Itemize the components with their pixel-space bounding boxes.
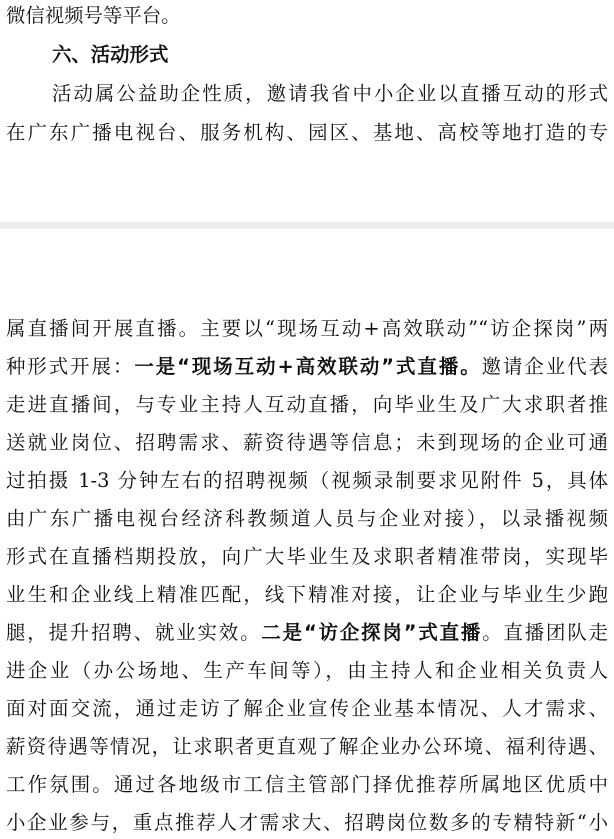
bold-text-run: 二是“访企探岗”式直播 <box>261 621 483 644</box>
section-heading: 六、活动形式 <box>52 43 169 66</box>
paragraph-line: 属直播间开展直播。主要以“现场互动+高效联动”“访企探岗”两 <box>6 317 608 340</box>
paragraph-line: 在广东广播电视台、服务机构、园区、基地、高校等地打造的专 <box>6 121 608 144</box>
paragraph-line: 形式在直播档期投放，向广大毕业生及求职者精准带岗，实现毕 <box>6 545 608 568</box>
text-run: 种形式开展： <box>6 355 135 378</box>
text-run: 邀请企业代表 <box>481 355 609 378</box>
paragraph-line-with-bold <box>6 621 608 645</box>
page-segment-top <box>0 0 614 222</box>
bold-text-run: 一是“现场互动+高效联动”式直播。 <box>134 355 482 378</box>
paragraph-line: 过拍摄 1-3 分钟左右的招聘视频（视频录制要求见附件 5，具体 <box>6 469 608 492</box>
paragraph-line: 进企业（办公场地、生产车间等），由主持人和企业相关负责人 <box>6 659 608 682</box>
paragraph-line: 业生和企业线上精准匹配，线下精准对接，让企业与毕业生少跑 <box>6 583 608 606</box>
paragraph-line: 薪资待遇等情况，让求职者更直观了解企业办公环境、福利待遇、 <box>6 735 608 758</box>
text-run: 腿，提升招聘、就业实效。 <box>6 621 262 644</box>
paragraph-line: 活动属公益助企性质，邀请我省中小企业以直播互动的形式 <box>52 82 608 105</box>
paragraph-line: 走进直播间，与专业主持人互动直播，向毕业生及广大求职者推 <box>6 393 608 416</box>
paragraph-line: 送就业岗位、招聘需求、薪资待遇等信息；未到现场的企业可通 <box>6 431 608 454</box>
paragraph-line: 工作氛围。通过各地级市工信主管部门择优推荐所属地区优质中 <box>6 773 608 796</box>
page-segment-bottom <box>0 229 614 839</box>
page-break-divider <box>0 222 614 229</box>
paragraph-line: 面对面交流，通过走访了解企业宣传企业基本情况、人才需求、 <box>6 697 608 720</box>
text-line-fragment: 微信视频号等平台。 <box>6 4 181 27</box>
text-run: 。直播团队走 <box>482 621 609 644</box>
paragraph-line: 小企业参与，重点推荐人才需求大、招聘岗位数多的专精特新“小 <box>6 811 608 834</box>
paragraph-line: 由广东广播电视台经济科教频道人员与企业对接），以录播视频 <box>6 507 608 530</box>
paragraph-line-with-bold <box>6 355 608 379</box>
